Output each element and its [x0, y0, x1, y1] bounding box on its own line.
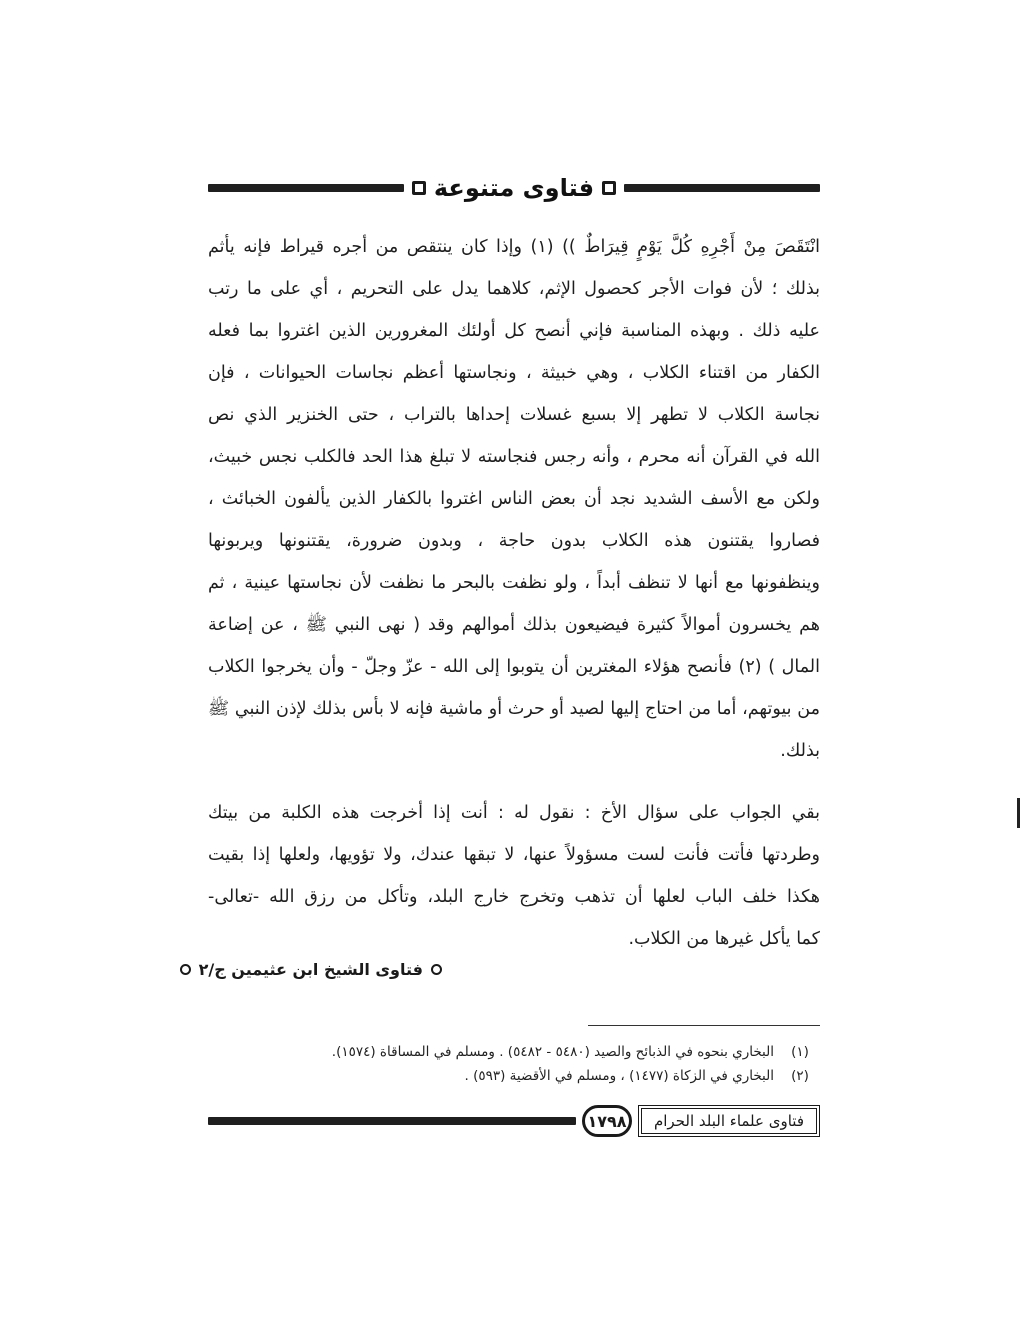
footnotes: [208, 1040, 820, 1088]
footnote-divider: [588, 1025, 820, 1026]
header-rule-right: [624, 184, 820, 192]
text-line: الكفار من اقتناء الكلاب ، وهي خبيثة ، ونجاستها أعظم نجاسات الحيوانات ، فإن: [208, 363, 820, 383]
text-line: ولكن مع الأسف الشديد نجد أن بعض الناس اغتروا بالكفار الذين يألفون الخبائث ،: [208, 489, 820, 509]
text-line: من بيوتهم، أما من احتاج إليها لصيد أو حرث أو ماشية فإنه لا بأس بذلك لإذن النبي ﷺ: [208, 699, 820, 719]
page-number: ١٧٩٨: [582, 1105, 632, 1137]
body-text: [208, 226, 820, 960]
text-line: كما يأكل غيرها من الكلاب.: [628, 929, 820, 949]
footnote-number: (٢): [791, 1068, 809, 1084]
text-line: انْتَقَصَ مِنْ أَجْرِهِ كُلَّ يَوْمٍ قِيرَاطٌ )) (١) وإذا كان ينتقص من أجره قيراط فإنه يأثم: [208, 237, 820, 257]
header-center: [404, 174, 624, 202]
source-label: فتاوى الشيخ ابن عثيمين ج/٢: [198, 960, 423, 979]
footnote-text: البخاري بنحوه في الذبائح والصيد (٥٤٨٠ - ٥٤٨٢) . ومسلم في المساقاة (١٥٧٤).: [331, 1044, 774, 1060]
text-line: المال ) (٢) فأنصح هؤلاء المغترين أن يتوبوا إلى الله - عزّ وجلّ - وأن يخرجوا الكلاب: [208, 657, 820, 677]
chapter-title: فتاوى متنوعة: [433, 174, 595, 202]
text-line: بذلك.: [780, 741, 820, 761]
fatwa-source: [180, 960, 442, 979]
footer-rule: [208, 1117, 576, 1125]
text-line: هكذا خلف الباب لعلها أن تذهب وتخرج خارج البلد، وتأكل من رزق الله -تعالى-: [208, 887, 820, 907]
book-title: فتاوى علماء البلد الحرام: [638, 1105, 820, 1137]
text-line: عليه ذلك . وبهذه المناسبة فإني أنصح كل أولئك المغرورين الذين اغتروا بما فعله: [208, 321, 820, 341]
page-header: [208, 170, 820, 206]
header-rule-left: [208, 184, 404, 192]
footnote: [208, 1064, 820, 1088]
text-line: الله في القرآن أنه محرم ، وأنه رجس فنجاسته لا تبلغ هذا الحد فالكلب نجس خبيث،: [208, 447, 820, 467]
text-line: وينظفونها مع أنها لا تنظف أبداً ، ولو نظفت بالبحر ما نظفت لأن نجاستها عينية ، ثم: [208, 573, 820, 593]
circle-bullet-icon: [431, 964, 442, 975]
text-line: فصاروا يقتنون هذه الكلاب بدون حاجة ، وبدون ضرورة، يقتنونها ويربونها: [208, 531, 820, 551]
text-line: بذلك ؛ لأن فوات الأجر كحصول الإثم، كلاهما يدل على التحريم ، أي على ما رتب: [208, 279, 820, 299]
footnote-text: البخاري في الزكاة (١٤٧٧) ، ومسلم في الأقضية (٥٩٣) .: [464, 1068, 774, 1084]
text-line: وطردتها فأتت فأنت لست مسؤولاً عنها، لا تبقها عندك، ولا تؤويها، ولعلها إذا بقيت: [208, 845, 820, 865]
circle-bullet-icon: [180, 964, 191, 975]
text-line: نجاسة الكلاب لا تطهر إلا بسبع غسلات إحداها بالتراب ، حتى الخنزير الذي نص: [208, 405, 820, 425]
square-ornament-icon: [412, 181, 426, 195]
footnote: [208, 1040, 820, 1064]
footnote-number: (١): [791, 1044, 809, 1060]
text-line: بقي الجواب على سؤال الأخ : نقول له : أنت إذا أخرجت هذه الكلبة من بيتك: [208, 803, 820, 823]
page-footer: [208, 1102, 820, 1140]
square-ornament-icon: [602, 181, 616, 195]
text-line: هم يخسرون أموالاً كثيرة فيضيعون بذلك أموالهم وقد ( نهى النبي ﷺ ، عن إضاعة: [208, 615, 820, 635]
